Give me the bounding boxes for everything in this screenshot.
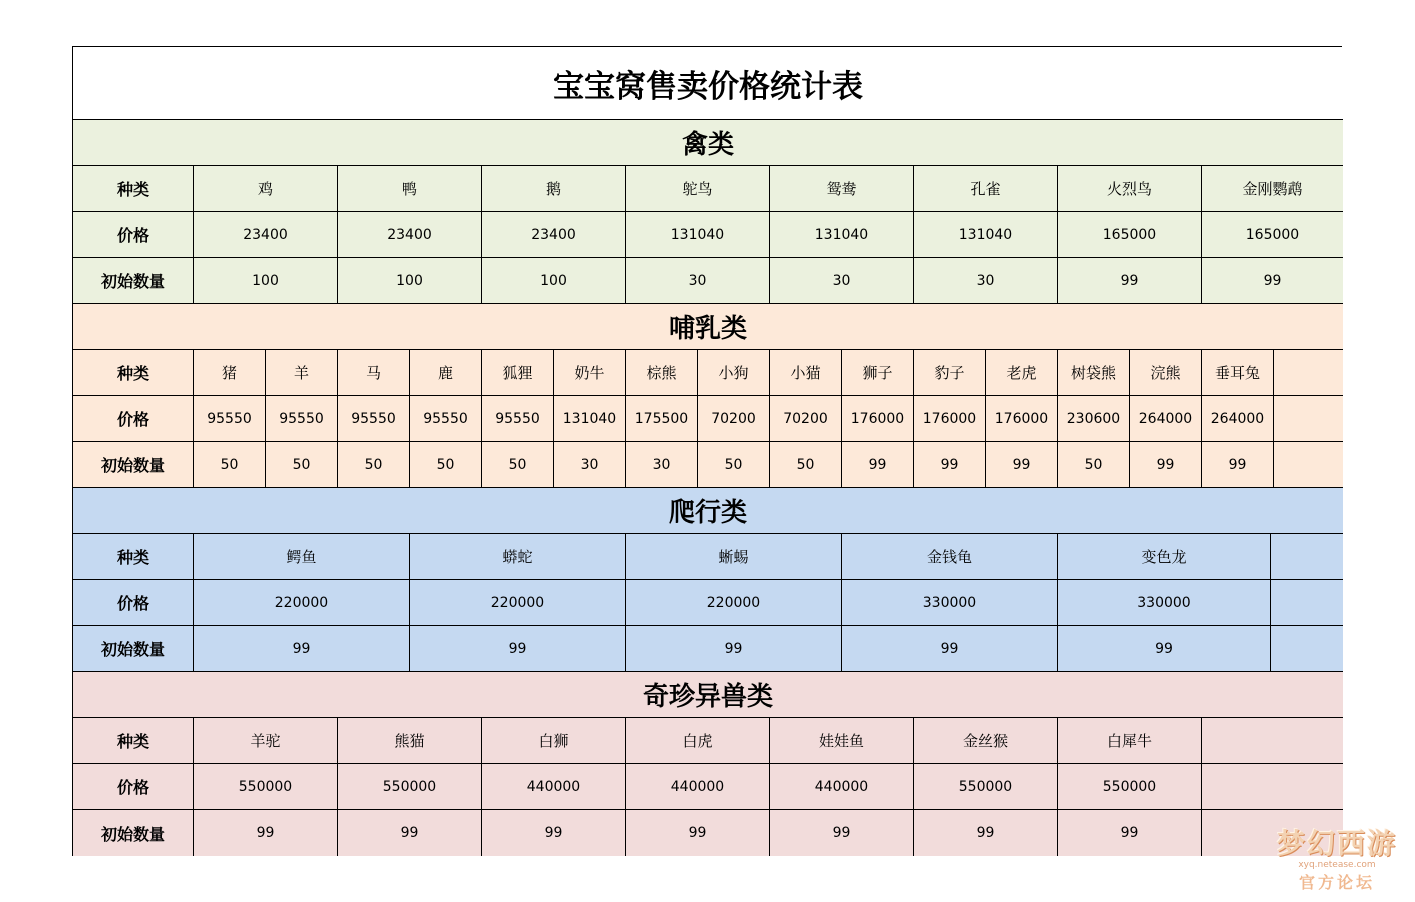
species-cell: 熊猫 <box>338 718 482 763</box>
species-cell: 鸵鸟 <box>626 166 770 211</box>
price-cell: 95550 <box>338 396 410 441</box>
quantity-cell: 99 <box>1058 626 1271 671</box>
species-cell: 鳄鱼 <box>194 534 410 579</box>
species-cell: 小猫 <box>770 350 842 395</box>
quantity-cell: 99 <box>1058 810 1202 856</box>
row-label: 价格 <box>73 212 194 257</box>
price-cell: 440000 <box>626 764 770 809</box>
reptile-section <box>73 488 1343 672</box>
species-cell: 鸳鸯 <box>770 166 914 211</box>
species-cell: 白犀牛 <box>1058 718 1202 763</box>
species-cell: 羊驼 <box>194 718 338 763</box>
species-cell: 白狮 <box>482 718 626 763</box>
species-cell: 奶牛 <box>554 350 626 395</box>
species-cell: 老虎 <box>986 350 1058 395</box>
quantity-cell: 30 <box>626 442 698 487</box>
exotic-section <box>73 672 1343 856</box>
section-heading: 爬行类 <box>73 488 1343 534</box>
species-cell: 树袋熊 <box>1058 350 1130 395</box>
section-heading: 奇珍异兽类 <box>73 672 1343 718</box>
quantity-cell: 50 <box>1058 442 1130 487</box>
price-cell: 550000 <box>194 764 338 809</box>
quantity-cell: 50 <box>770 442 842 487</box>
species-cell: 金丝猴 <box>914 718 1058 763</box>
mammal-section <box>73 304 1343 488</box>
quantity-cell: 99 <box>914 442 986 487</box>
price-cell: 131040 <box>770 212 914 257</box>
row-label: 价格 <box>73 396 194 441</box>
price-cell: 176000 <box>842 396 914 441</box>
price-cell: 95550 <box>194 396 266 441</box>
quantity-row <box>73 442 1343 488</box>
species-cell: 蟒蛇 <box>410 534 626 579</box>
species-cell: 狐狸 <box>482 350 554 395</box>
section-heading: 禽类 <box>73 120 1343 166</box>
row-label: 价格 <box>73 764 194 809</box>
quantity-cell: 100 <box>338 258 482 303</box>
quantity-row <box>73 810 1343 856</box>
price-row <box>73 212 1343 258</box>
price-cell: 550000 <box>1058 764 1202 809</box>
price-cell: 70200 <box>698 396 770 441</box>
price-cell: 220000 <box>194 580 410 625</box>
species-cell: 变色龙 <box>1058 534 1271 579</box>
quantity-cell: 50 <box>266 442 338 487</box>
row-label: 初始数量 <box>73 626 194 671</box>
price-cell: 440000 <box>770 764 914 809</box>
price-cell: 230600 <box>1058 396 1130 441</box>
row-label: 种类 <box>73 350 194 395</box>
quantity-cell: 99 <box>626 626 842 671</box>
species-cell: 垂耳兔 <box>1202 350 1274 395</box>
species-cell: 金刚鹦鹉 <box>1242 180 1303 198</box>
quantity-cell: 99 <box>914 810 1058 856</box>
quantity-cell: 30 <box>914 258 1058 303</box>
price-cell: 95550 <box>266 396 338 441</box>
price-cell: 23400 <box>194 212 338 257</box>
price-cell: 264000 <box>1130 396 1202 441</box>
empty-cell <box>1271 626 1343 671</box>
quantity-cell: 99 <box>194 626 410 671</box>
price-cell: 176000 <box>986 396 1058 441</box>
poultry-section <box>73 120 1343 304</box>
quantity-cell: 50 <box>482 442 554 487</box>
quantity-cell: 50 <box>194 442 266 487</box>
price-cell: 176000 <box>914 396 986 441</box>
price-cell: 330000 <box>1058 580 1271 625</box>
species-cell: 金钱龟 <box>842 534 1058 579</box>
price-cell: 330000 <box>842 580 1058 625</box>
price-cell: 550000 <box>914 764 1058 809</box>
quantity-cell: 99 <box>986 442 1058 487</box>
row-label: 初始数量 <box>73 442 194 487</box>
quantity-cell: 99 <box>770 810 914 856</box>
species-cell: 猪 <box>194 350 266 395</box>
species-cell: 孔雀 <box>914 166 1058 211</box>
price-cell: 131040 <box>914 212 1058 257</box>
price-row <box>73 764 1343 810</box>
empty-cell <box>1274 442 1343 487</box>
empty-cell <box>1202 764 1343 809</box>
price-table <box>72 46 1342 856</box>
quantity-cell: 30 <box>554 442 626 487</box>
quantity-cell: 99 <box>410 626 626 671</box>
empty-cell <box>1271 580 1343 625</box>
price-row <box>73 580 1343 626</box>
price-row <box>73 396 1343 442</box>
empty-cell <box>1274 350 1343 395</box>
species-cell: 浣熊 <box>1130 350 1202 395</box>
price-cell: 23400 <box>338 212 482 257</box>
row-label: 种类 <box>73 718 194 763</box>
quantity-cell: 99 <box>1130 442 1202 487</box>
species-cell: 火烈鸟 <box>1058 166 1202 211</box>
empty-cell <box>1271 534 1343 579</box>
watermark-logo: 梦幻西游 <box>1276 826 1397 860</box>
quantity-cell: 30 <box>626 258 770 303</box>
watermark-url: xyq.netease.com <box>1298 859 1376 870</box>
price-cell: 264000 <box>1202 396 1274 441</box>
species-cell: 小狗 <box>698 350 770 395</box>
price-cell: 220000 <box>626 580 842 625</box>
species-cell: 鹅 <box>482 166 626 211</box>
quantity-cell: 99 <box>1058 258 1202 303</box>
species-cell: 娃娃鱼 <box>770 718 914 763</box>
row-label: 种类 <box>73 534 194 579</box>
species-cell: 豹子 <box>914 350 986 395</box>
quantity-row <box>73 258 1343 304</box>
species-cell: 鸡 <box>194 166 338 211</box>
quantity-cell: 99 <box>842 626 1058 671</box>
row-label: 初始数量 <box>73 810 194 856</box>
species-cell: 狮子 <box>842 350 914 395</box>
price-cell: 70200 <box>770 396 842 441</box>
quantity-cell: 99 <box>842 442 914 487</box>
species-row <box>73 350 1343 396</box>
watermark-subtitle: 官方论坛 <box>1298 872 1375 892</box>
price-cell: 131040 <box>626 212 770 257</box>
empty-cell <box>1274 396 1343 441</box>
row-label: 价格 <box>73 580 194 625</box>
species-cell: 鸭 <box>338 166 482 211</box>
quantity-cell: 50 <box>338 442 410 487</box>
species-cell: 羊 <box>266 350 338 395</box>
quantity-cell: 50 <box>698 442 770 487</box>
empty-cell <box>1202 718 1343 763</box>
price-cell: 220000 <box>410 580 626 625</box>
row-label: 种类 <box>73 166 194 211</box>
species-cell: 马 <box>338 350 410 395</box>
quantity-cell: 99 <box>482 810 626 856</box>
quantity-cell: 100 <box>194 258 338 303</box>
price-cell: 131040 <box>554 396 626 441</box>
price-cell: 550000 <box>338 764 482 809</box>
quantity-cell: 99 <box>338 810 482 856</box>
row-label: 初始数量 <box>73 258 194 303</box>
price-cell: 95550 <box>410 396 482 441</box>
price-cell: 440000 <box>482 764 626 809</box>
forum-watermark <box>1267 822 1407 892</box>
quantity-cell: 50 <box>410 442 482 487</box>
price-cell: 175500 <box>626 396 698 441</box>
species-cell: 棕熊 <box>626 350 698 395</box>
species-row <box>73 718 1343 764</box>
section-heading: 哺乳类 <box>73 304 1343 350</box>
quantity-cell: 99 <box>1263 272 1282 289</box>
species-cell: 蜥蜴 <box>626 534 842 579</box>
quantity-cell: 30 <box>770 258 914 303</box>
table-title: 宝宝窝售卖价格统计表 <box>73 47 1343 120</box>
price-cell: 165000 <box>1058 212 1202 257</box>
species-cell: 鹿 <box>410 350 482 395</box>
quantity-cell: 99 <box>626 810 770 856</box>
species-row <box>73 534 1343 580</box>
species-cell: 白虎 <box>626 718 770 763</box>
price-cell: 95550 <box>482 396 554 441</box>
quantity-cell: 100 <box>482 258 626 303</box>
price-cell: 165000 <box>1245 226 1300 243</box>
price-cell: 23400 <box>482 212 626 257</box>
quantity-cell: 99 <box>1202 442 1274 487</box>
quantity-row <box>73 626 1343 672</box>
species-row <box>73 166 1343 212</box>
quantity-cell: 99 <box>194 810 338 856</box>
